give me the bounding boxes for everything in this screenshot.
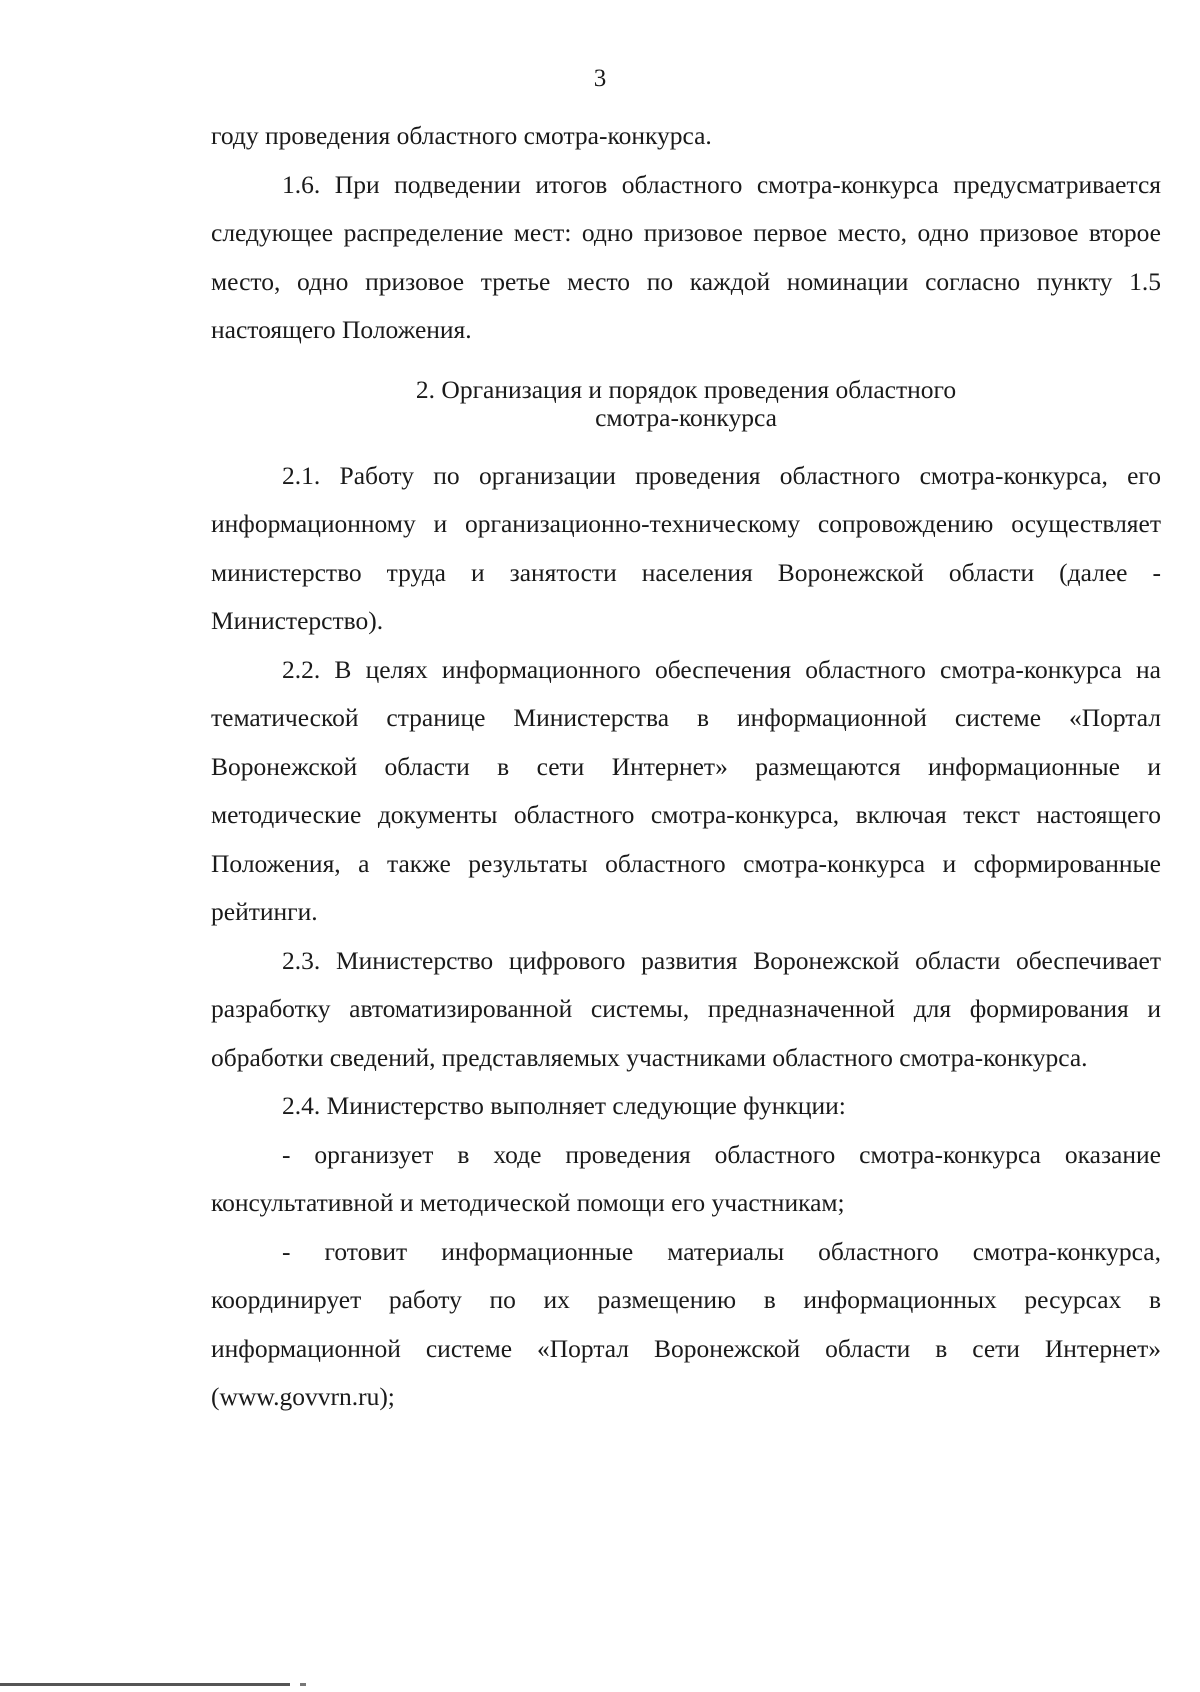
paragraph-2-4: 2.4. Министерство выполняет следующие функции: — [282, 1091, 846, 1120]
scan-edge-dot — [300, 1683, 306, 1686]
paragraph-continuation: году проведения областного смотра-конкурса. — [211, 121, 712, 150]
section-heading — [211, 376, 1161, 432]
paragraph-2-1: 2.1. Работу по организации проведения областного смотра-конкурса, его информационному и организационно-техническому сопровождению осуществляет министерство труда и занятости населения Воронежской области (далее - Министерство). — [211, 460, 1161, 635]
document-body — [211, 112, 1161, 1422]
paragraph-2-2: 2.2. В целях информационного обеспечения областного смотра-конкурса на тематической странице Министерства в информационной системе «Портал Воронежской области в сети Интернет» размещаются информационные и методические документы областного смотра-конкурса, включая текст настоящего Положения, а также результаты областного смотра-конкурса и сформированные рейтинги. — [211, 654, 1161, 926]
list-item-2-4-b: - готовит информационные материалы областного смотра-конкурса, координирует работу по их размещению в информационных ресурсах в информационной системе «Портал Воронежской области в сети Интернет» (www.govvrn.ru); — [211, 1236, 1161, 1411]
scan-edge-line — [0, 1683, 290, 1686]
paragraph-1-6: 1.6. При подведении итогов областного смотра-конкурса предусматривается следующее распределение мест: одно призовое первое место, одно призовое второе место, одно призовое третье место по каждой номинации согласно пункту 1.5 настоящего Положения. — [211, 169, 1161, 344]
section-heading-line-1: 2. Организация и порядок проведения областного — [415, 374, 957, 404]
paragraph-2-3: 2.3. Министерство цифрового развития Воронежской области обеспечивает разработку автоматизированной системы, предназначенной для формирования и обработки сведений, представляемых участниками областного смотра-конкурса. — [211, 945, 1161, 1072]
page-number: 3 — [593, 65, 607, 92]
section-heading-line-2: смотра-конкурса — [595, 402, 777, 432]
list-item-2-4-a: - организует в ходе проведения областного смотра-конкурса оказание консультативной и методической помощи его участникам; — [211, 1139, 1161, 1217]
